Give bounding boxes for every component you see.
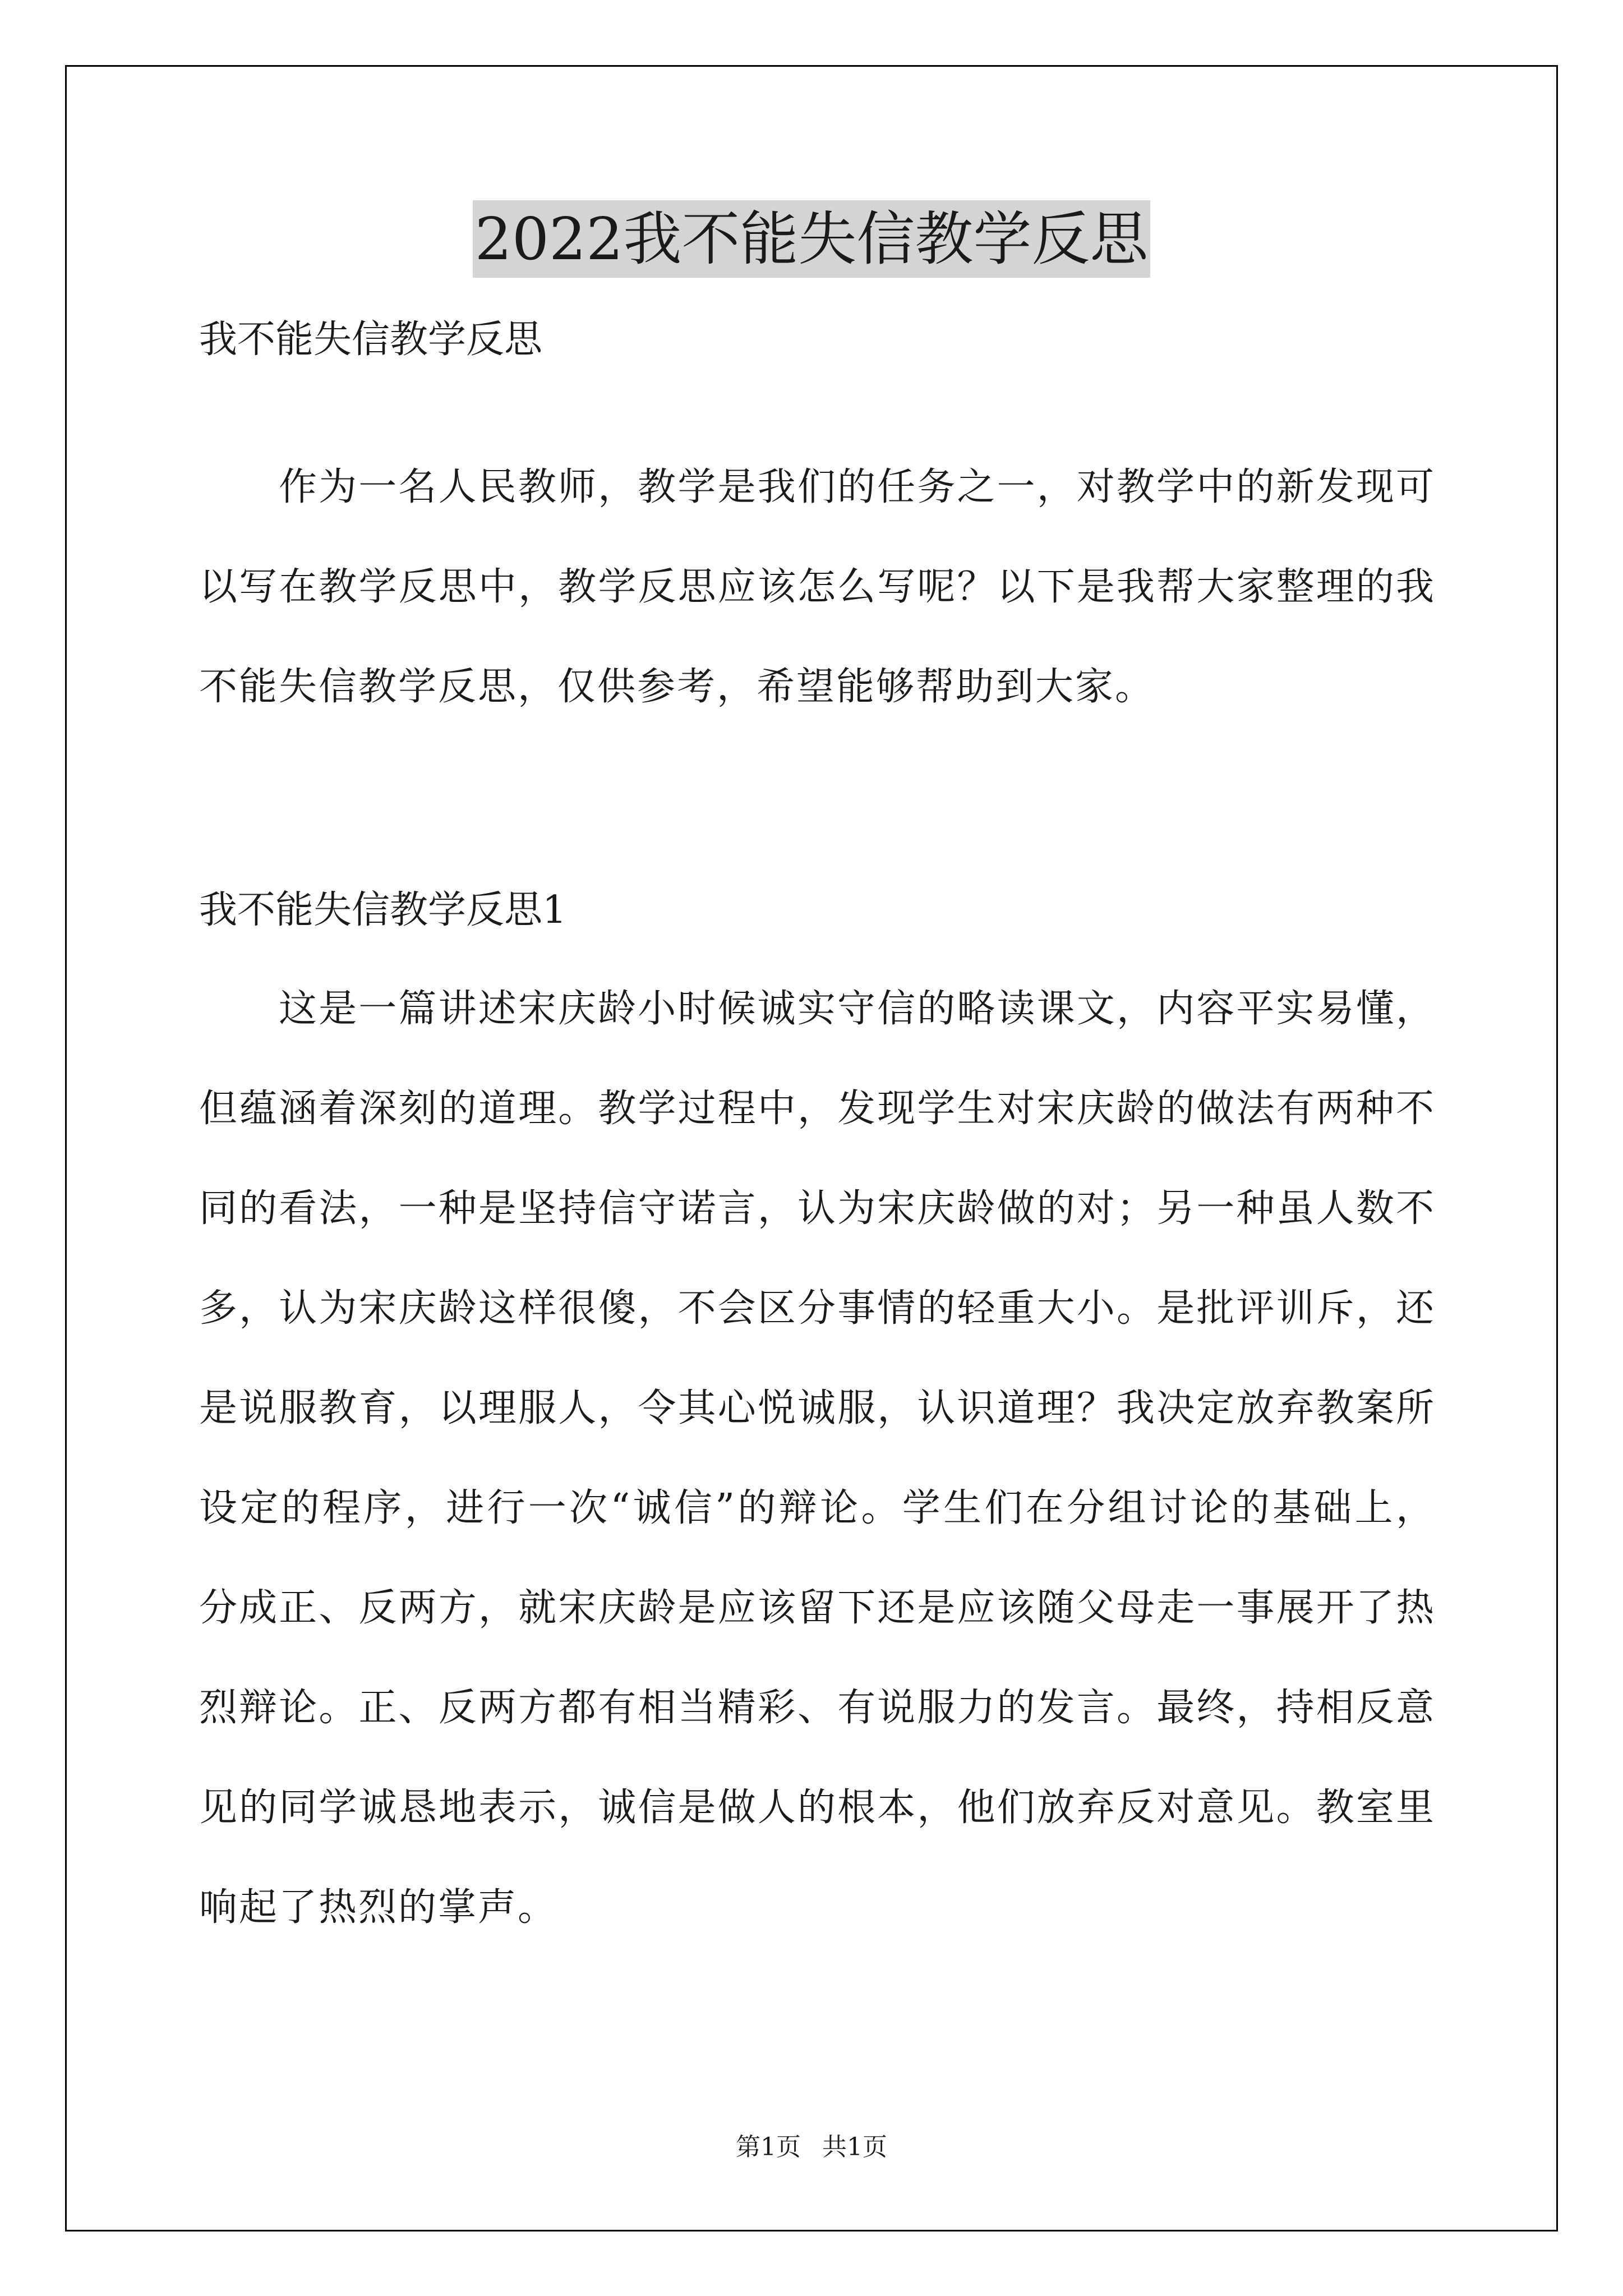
- document-subtitle: 我不能失信教学反思: [199, 318, 543, 362]
- section-body-paragraph: 这是一篇讲述宋庆龄小时候诚实守信的略读课文，内容平实易懂，但蕴涵着深刻的道理。教学过程中，发现学生对宋庆龄的做法有两种不同的看法，一种是坚持信守诺言，认为宋庆龄做的对；另一种虽人数不多，认为宋庆龄这样很傻，不会区分事情的轻重大小。是批评训斥，还是说服教育，以理服人，令其心悦诚服，认识道理？我决定放弃教案所设定的程序，进行一次“诚信”的辩论。学生们在分组讨论的基础上，分成正、反两方，就宋庆龄是应该留下还是应该随父母走一事展开了热烈辩论。正、反两方都有相当精彩、有说服力的发言。最终，持相反意见的同学诚恳地表示，诚信是做人的根本，他们放弃反对意见。教室里响起了热烈的掌声。: [199, 987, 1436, 1930]
- page-number-total: 共1页: [822, 2133, 887, 2161]
- page-footer: [0, 2132, 1623, 2163]
- title-container: [0, 200, 1623, 278]
- section-heading: 我不能失信教学反思1: [199, 888, 567, 932]
- intro-paragraph: 作为一名人民教师，教学是我们的任务之一，对教学中的新发现可以写在教学反思中，教学反思应该怎么写呢？以下是我帮大家整理的我不能失信教学反思，仅供参考，希望能够帮助到大家。: [199, 465, 1436, 709]
- page-number-current: 第1页: [736, 2133, 801, 2161]
- document-title: 2022我不能失信教学反思: [473, 200, 1151, 278]
